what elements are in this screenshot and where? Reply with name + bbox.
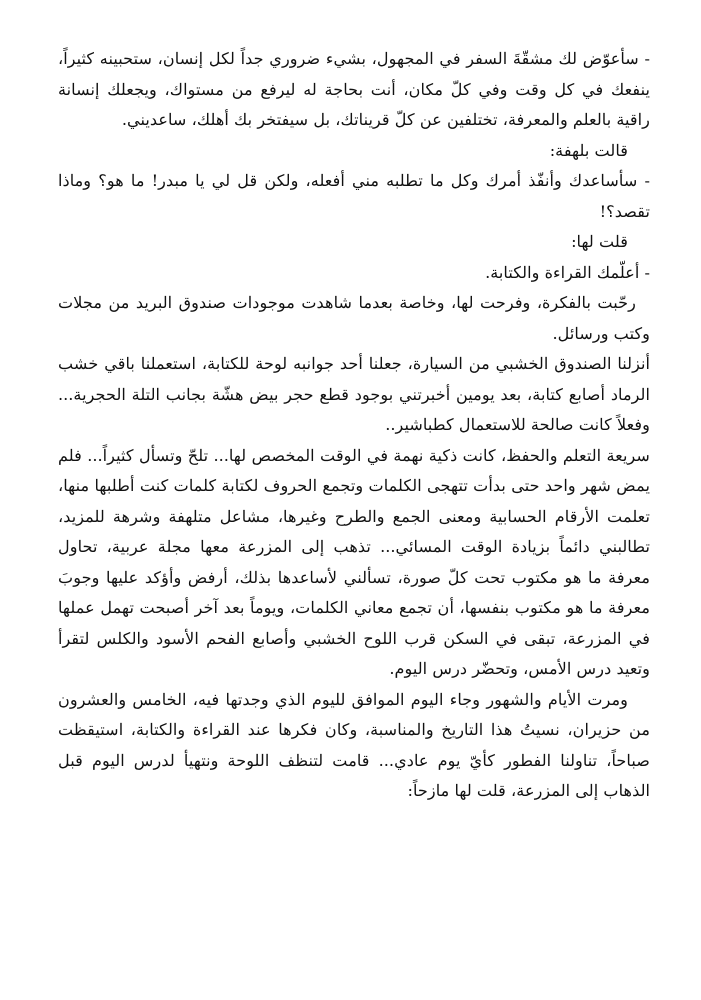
document-page	[58, 44, 650, 807]
paragraph-3: - سأساعدك وأنفّذ أمرك وكل ما تطلبه مني أفعله، ولكن قل لي يا مبدر! ما هو؟ وماذا تقصد؟!	[58, 171, 650, 221]
paragraph-7: أنزلنا الصندوق الخشبي من السيارة، جعلنا أحد جوانبه لوحة للكتابة، استعملنا باقي خشب الرماد أصابع كتابة، بعد يومين أخبرتني بوجود قطع حجر بيض هشّة بجانب التلة الحجرية... وفعلاً كانت صالحة للاستعمال كطباشير..	[58, 354, 650, 434]
paragraph-8: سريعة التعلم والحفظ، كانت ذكية نهمة في الوقت المخصص لها... تلحّ وتسأل كثيراً... فلم يمض شهر واحد حتى بدأت تتهجى الكلمات وتجمع الحروف لكتابة كلمات كنت أطلبها منها، تعلمت الأرقام الحسابية ومعنى الجمع والطرح وغيرها، مشاعل متلهفة وشرهة للمزيد، تطالبني دائماً بزيادة الوقت المسائي... تذهب إلى المزرعة معها مجلة عربية، تحاول معرفة ما هو مكتوب تحت كلّ صورة، تسألني لأساعدها بذلك، أرفض وأؤكد عليها وجوبَ معرفة ما هو مكتوب بنفسها، أن تجمع معاني الكلمات، ويوماً بعد آخر أصبحت تهمل عملها في المزرعة، تبقى في السكن قرب اللوح الخشبي وأصابع الفحم الأسود والكلس لتقرأ وتعيد درس الأمس، وتحضّر درس اليوم.	[58, 445, 650, 678]
paragraph-5: - أعلّمك القراءة والكتابة.	[485, 262, 650, 282]
paragraph-4: قلت لها:	[571, 232, 628, 251]
paragraph-2: قالت بلهفة:	[549, 140, 628, 160]
paragraph-9: ومرت الأيام والشهور وجاء اليوم الموافق لليوم الذي وجدتها فيه، الخامس والعشرون من حزيران، نسيتُ هذا التاريخ والمناسبة، وكان فكرها عند القراءة والكتابة، استيقظت صباحاً، تناولنا الفطور كأيّ يوم عادي... قامت لتنظف اللوحة ونتهيأ لدرس اليوم قبل الذهاب إلى المزرعة، قلت لها مازحاً:	[58, 689, 650, 800]
paragraph-1: - سأعوّض لك مشقّةَ السفر في المجهول، بشيء ضروري جداً لكل إنسان، ستحبينه كثيراً، ينفعك في كل وقت وفي كلّ مكان، أنت بحاجة له ليرفع من مستواك، ويجعلك إنسانة راقية بالعلم والمعرفة، تختلفين عن كلّ قريناتك، بل سيفتخر بك أهلك، ساعديني.	[58, 49, 650, 129]
paragraph-6: رحّبت بالفكرة، وفرحت لها، وخاصة بعدما شاهدت موجودات صندوق البريد من مجلات وكتب ورسائل.	[58, 293, 650, 343]
